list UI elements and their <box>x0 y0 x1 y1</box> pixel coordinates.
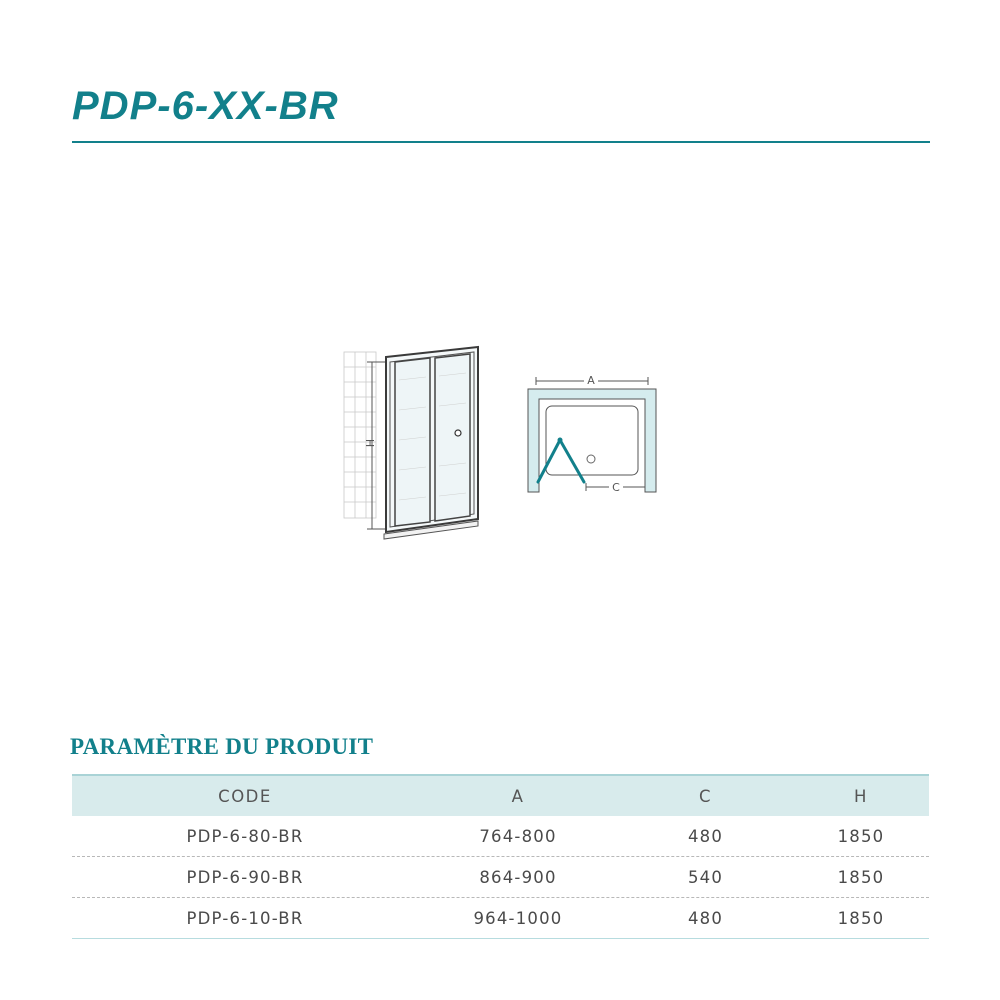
table-row <box>72 857 929 898</box>
door-panel-left <box>395 358 430 526</box>
params-table <box>72 774 929 939</box>
table-row <box>72 816 929 857</box>
column-header-h: H <box>854 786 868 806</box>
cell-code: PDP-6-80-BR <box>186 826 304 846</box>
cell-code: PDP-6-10-BR <box>186 908 304 928</box>
door-handle-icon <box>455 430 461 436</box>
cell-h: 1850 <box>837 908 885 928</box>
front-view-diagram <box>344 347 478 539</box>
cell-c: 480 <box>687 826 724 846</box>
cell-c: 540 <box>687 867 724 887</box>
width-label: A <box>587 374 595 387</box>
cell-a: 964-1000 <box>473 908 563 928</box>
cell-code: PDP-6-90-BR <box>186 867 304 887</box>
opening-label: C <box>612 481 620 494</box>
params-heading: PARAMÈTRE DU PRODUIT <box>70 734 374 759</box>
table-header <box>72 776 929 816</box>
column-header-code: CODE <box>218 786 272 806</box>
cell-c: 480 <box>687 908 724 928</box>
cell-h: 1850 <box>837 867 885 887</box>
height-label: H <box>363 438 376 448</box>
product-title: PDP-6-XX-BR <box>72 84 339 128</box>
plan-view-diagram <box>528 374 656 494</box>
column-header-c: C <box>698 786 713 806</box>
wall-tiles <box>344 352 376 518</box>
cell-a: 864-900 <box>479 867 557 887</box>
drain-icon <box>587 455 595 463</box>
cell-a: 764-800 <box>479 826 557 846</box>
cell-h: 1850 <box>837 826 885 846</box>
column-header-a: A <box>511 786 525 806</box>
table-row <box>72 898 929 939</box>
